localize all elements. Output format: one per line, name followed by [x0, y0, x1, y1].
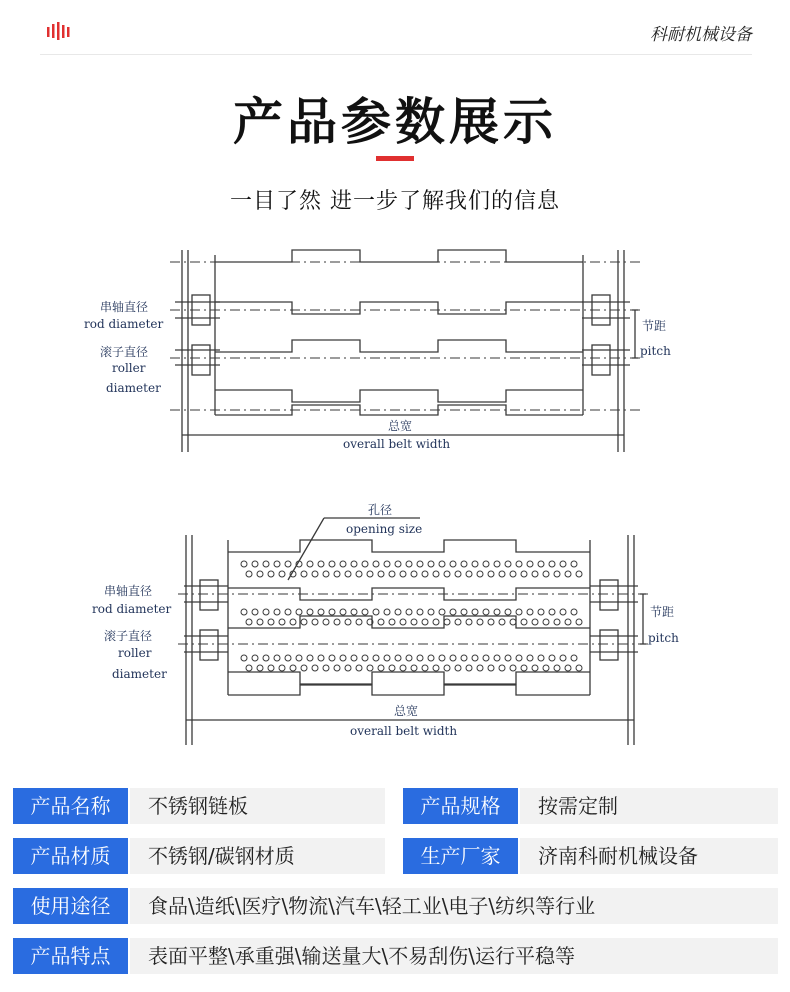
perforation-hole — [461, 609, 467, 615]
perforation-hole — [466, 665, 472, 671]
roller-diameter-en-1: roller — [112, 361, 146, 375]
perforation-hole — [554, 619, 560, 625]
perforation-hole — [356, 619, 362, 625]
perforation-hole — [279, 665, 285, 671]
perforation-hole — [356, 665, 362, 671]
perforation-hole — [296, 609, 302, 615]
perforation-hole — [521, 619, 527, 625]
usage-value: 食品\造纸\医疗\物流\汽车\轻工业\电子\纺织等行业 — [130, 888, 778, 924]
perforation-hole — [329, 609, 335, 615]
perforation-hole — [455, 571, 461, 577]
rod-diameter-cn-2: 串轴直径 — [104, 584, 153, 598]
perforation-hole — [389, 619, 395, 625]
spec-row-feature — [13, 938, 778, 974]
perforation-hole — [444, 665, 450, 671]
pitch-en: pitch — [640, 344, 671, 358]
perforation-hole — [422, 619, 428, 625]
usage-label: 使用途径 — [13, 888, 128, 924]
spec-row-usage — [13, 888, 778, 924]
belt-drawing-rod — [60, 240, 750, 460]
perforation-hole — [510, 619, 516, 625]
perforation-hole — [246, 665, 252, 671]
perforation-hole — [439, 655, 445, 661]
perforation-hole — [318, 561, 324, 567]
perforation-hole — [323, 571, 329, 577]
perforation-hole — [257, 571, 263, 577]
perforation-hole — [428, 655, 434, 661]
rod-diameter-en-2: rod diameter — [92, 602, 172, 616]
perforation-hole — [334, 619, 340, 625]
perforation-hole — [411, 571, 417, 577]
product-material-label: 产品材质 — [13, 838, 128, 874]
perforation-hole — [433, 665, 439, 671]
perforation-hole — [241, 561, 247, 567]
header-divider — [40, 54, 752, 55]
belt-drawing-perforated — [60, 500, 750, 750]
perforation-hole — [384, 609, 390, 615]
perforation-hole — [532, 571, 538, 577]
perforation-holes — [241, 561, 582, 671]
perforation-hole — [263, 655, 269, 661]
perforation-hole — [439, 561, 445, 567]
perforation-hole — [329, 655, 335, 661]
perforation-hole — [549, 655, 555, 661]
perforation-hole — [400, 619, 406, 625]
perforation-hole — [554, 665, 560, 671]
perforation-hole — [466, 571, 472, 577]
perforation-hole — [263, 609, 269, 615]
product-name-label: 产品名称 — [13, 788, 128, 824]
perforation-hole — [406, 561, 412, 567]
perforation-hole — [312, 665, 318, 671]
perforation-hole — [252, 609, 258, 615]
perforation-hole — [268, 619, 274, 625]
perforation-hole — [543, 619, 549, 625]
perforation-hole — [521, 571, 527, 577]
overall-width-en: overall belt width — [343, 437, 451, 451]
perforation-hole — [516, 561, 522, 567]
perforation-hole — [257, 665, 263, 671]
perforation-hole — [268, 571, 274, 577]
perforation-hole — [576, 571, 582, 577]
perforation-hole — [488, 619, 494, 625]
perforation-hole — [527, 609, 533, 615]
pitch-en-2: pitch — [648, 631, 679, 645]
perforation-hole — [428, 561, 434, 567]
perforation-hole — [373, 655, 379, 661]
perforation-hole — [444, 619, 450, 625]
perforation-hole — [422, 665, 428, 671]
perforation-hole — [351, 561, 357, 567]
perforation-hole — [301, 619, 307, 625]
perforation-hole — [334, 571, 340, 577]
roller-diameter-cn-2: 滚子直径 — [104, 629, 153, 643]
perforation-hole — [571, 561, 577, 567]
perforation-hole — [285, 609, 291, 615]
perforation-hole — [384, 655, 390, 661]
perforation-hole — [389, 665, 395, 671]
perforation-hole — [538, 609, 544, 615]
perforation-hole — [252, 561, 258, 567]
perforation-hole — [312, 619, 318, 625]
perforation-hole — [565, 619, 571, 625]
perforation-hole — [444, 571, 450, 577]
perforation-hole — [345, 665, 351, 671]
perforation-hole — [351, 609, 357, 615]
perforation-hole — [483, 655, 489, 661]
perforation-hole — [362, 561, 368, 567]
title-accent-bar — [376, 156, 414, 161]
perforation-hole — [323, 665, 329, 671]
perforation-hole — [241, 655, 247, 661]
perforation-hole — [477, 665, 483, 671]
perforation-hole — [246, 619, 252, 625]
perforation-hole — [488, 571, 494, 577]
perforation-hole — [472, 561, 478, 567]
perforation-hole — [422, 571, 428, 577]
perforation-hole — [494, 609, 500, 615]
perforation-hole — [285, 561, 291, 567]
perforation-hole — [246, 571, 252, 577]
perforation-hole — [351, 655, 357, 661]
perforation-hole — [516, 609, 522, 615]
perforation-hole — [560, 609, 566, 615]
perforation-hole — [274, 609, 280, 615]
perforation-hole — [439, 609, 445, 615]
perforation-hole — [362, 609, 368, 615]
bars-logo-icon — [47, 22, 73, 40]
belt-diagram-perforated — [60, 500, 750, 750]
perforation-hole — [576, 619, 582, 625]
perforation-hole — [362, 655, 368, 661]
perforation-hole — [378, 665, 384, 671]
perforation-hole — [373, 609, 379, 615]
perforation-hole — [301, 571, 307, 577]
perforation-hole — [499, 571, 505, 577]
rod-diameter-cn: 串轴直径 — [100, 300, 149, 314]
perforation-hole — [450, 561, 456, 567]
perforation-hole — [252, 655, 258, 661]
perforation-hole — [543, 665, 549, 671]
perforation-hole — [400, 571, 406, 577]
perforation-hole — [411, 619, 417, 625]
perforation-hole — [472, 655, 478, 661]
perforation-hole — [307, 561, 313, 567]
manufacturer-label: 生产厂家 — [403, 838, 518, 874]
perforation-hole — [428, 609, 434, 615]
perforation-hole — [340, 609, 346, 615]
perforation-hole — [510, 665, 516, 671]
perforation-hole — [340, 561, 346, 567]
perforation-hole — [532, 619, 538, 625]
product-name-value: 不锈钢链板 — [130, 788, 385, 824]
spec-row-material-maker — [13, 838, 778, 874]
perforation-hole — [461, 655, 467, 661]
opening-size-en: opening size — [346, 522, 423, 536]
product-model-value: 按需定制 — [520, 788, 778, 824]
perforation-hole — [378, 619, 384, 625]
perforation-hole — [318, 609, 324, 615]
perforation-hole — [312, 571, 318, 577]
perforation-hole — [466, 619, 472, 625]
perforation-hole — [510, 571, 516, 577]
pitch-cn: 节距 — [642, 319, 667, 333]
roller-diameter-en-2: diameter — [106, 381, 161, 395]
perforation-hole — [400, 665, 406, 671]
perforation-hole — [527, 561, 533, 567]
perforation-hole — [279, 619, 285, 625]
section-title: 产品参数展示 — [233, 93, 557, 151]
perforation-hole — [274, 655, 280, 661]
perforation-hole — [285, 655, 291, 661]
perforation-hole — [334, 665, 340, 671]
manufacturer-value: 济南科耐机械设备 — [520, 838, 778, 874]
perforation-hole — [318, 655, 324, 661]
perforation-hole — [411, 665, 417, 671]
perforation-hole — [505, 655, 511, 661]
top-bar — [0, 0, 790, 56]
perforation-hole — [389, 571, 395, 577]
belt-diagram-rod — [60, 240, 750, 460]
perforation-hole — [263, 561, 269, 567]
perforation-hole — [549, 561, 555, 567]
perforation-hole — [417, 655, 423, 661]
perforation-hole — [554, 571, 560, 577]
perforation-hole — [279, 571, 285, 577]
perforation-hole — [290, 619, 296, 625]
perforation-hole — [433, 571, 439, 577]
perforation-hole — [296, 655, 302, 661]
perforation-hole — [406, 609, 412, 615]
perforation-hole — [488, 665, 494, 671]
perforation-hole — [461, 561, 467, 567]
perforation-hole — [373, 561, 379, 567]
perforation-hole — [241, 609, 247, 615]
perforation-hole — [395, 609, 401, 615]
perforation-hole — [417, 561, 423, 567]
perforation-hole — [323, 619, 329, 625]
perforation-hole — [356, 571, 362, 577]
perforation-hole — [417, 609, 423, 615]
section-subtitle: 一目了然 进一步了解我们的信息 — [230, 189, 560, 214]
overall-width-cn: 总宽 — [388, 419, 413, 433]
perforation-hole — [384, 561, 390, 567]
opening-size-cn: 孔径 — [368, 503, 393, 517]
perforation-hole — [329, 561, 335, 567]
perforation-hole — [499, 665, 505, 671]
perforation-hole — [450, 655, 456, 661]
product-material-value: 不锈钢/碳钢材质 — [130, 838, 385, 874]
perforation-hole — [571, 655, 577, 661]
perforation-hole — [268, 665, 274, 671]
perforation-hole — [494, 655, 500, 661]
perforation-hole — [367, 571, 373, 577]
perforation-hole — [532, 665, 538, 671]
perforation-hole — [455, 665, 461, 671]
perforation-hole — [274, 561, 280, 567]
perforation-hole — [538, 561, 544, 567]
perforation-hole — [257, 619, 263, 625]
perforation-hole — [290, 665, 296, 671]
perforation-hole — [483, 561, 489, 567]
perforation-hole — [345, 571, 351, 577]
perforation-hole — [307, 655, 313, 661]
pitch-cn-2: 节距 — [650, 605, 675, 619]
perforation-hole — [477, 619, 483, 625]
perforation-hole — [521, 665, 527, 671]
roller-diameter-en-2-2: diameter — [112, 667, 167, 681]
perforation-hole — [516, 655, 522, 661]
perforation-hole — [395, 561, 401, 567]
overall-width-en-2: overall belt width — [350, 724, 458, 738]
perforation-hole — [527, 655, 533, 661]
perforation-hole — [433, 619, 439, 625]
perforation-hole — [560, 561, 566, 567]
perforation-hole — [367, 665, 373, 671]
perforation-hole — [378, 571, 384, 577]
perforation-hole — [301, 665, 307, 671]
feature-value: 表面平整\承重强\输送量大\不易刮伤\运行平稳等 — [130, 938, 778, 974]
perforation-hole — [307, 609, 313, 615]
perforation-hole — [345, 619, 351, 625]
perforation-hole — [450, 609, 456, 615]
perforation-hole — [576, 665, 582, 671]
perforation-hole — [565, 571, 571, 577]
perforation-hole — [499, 619, 505, 625]
brand-name: 科耐机械设备 — [650, 25, 752, 45]
perforation-hole — [505, 609, 511, 615]
perforation-hole — [455, 619, 461, 625]
perforation-hole — [483, 609, 489, 615]
rod-diameter-en: rod diameter — [84, 317, 164, 331]
overall-width-cn-2: 总宽 — [394, 704, 419, 718]
perforation-hole — [395, 655, 401, 661]
feature-label: 产品特点 — [13, 938, 128, 974]
perforation-hole — [560, 655, 566, 661]
perforation-hole — [494, 561, 500, 567]
perforation-hole — [477, 571, 483, 577]
perforation-hole — [538, 655, 544, 661]
perforation-hole — [340, 655, 346, 661]
perforation-hole — [406, 655, 412, 661]
perforation-hole — [549, 609, 555, 615]
product-model-label: 产品规格 — [403, 788, 518, 824]
perforation-hole — [472, 609, 478, 615]
spec-row-name-model — [13, 788, 778, 824]
perforation-hole — [571, 609, 577, 615]
roller-diameter-cn: 滚子直径 — [100, 345, 149, 359]
perforation-hole — [543, 571, 549, 577]
perforation-hole — [565, 665, 571, 671]
perforation-hole — [505, 561, 511, 567]
roller-diameter-en-1-2: roller — [118, 646, 152, 660]
